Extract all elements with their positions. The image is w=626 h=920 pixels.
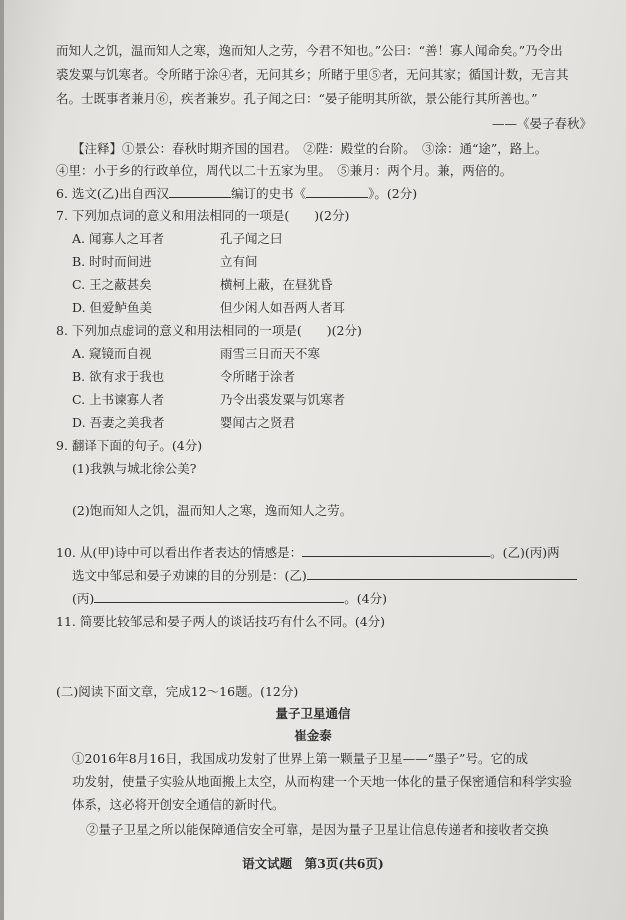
passage-line-1: 而知人之饥，温而知人之寒，逸而知人之劳，今君不知也。”公曰：“善！寡人闻命矣。”乃令出 (56, 43, 563, 58)
q8-option-a-right: 雨雪三日而天不寒 (220, 346, 321, 361)
passage-line-2: 裘发粟与饥寒者。令所睹于涂④者，无问其乡；所睹于里⑤者，无问其家；循国计数，无言其 (56, 67, 569, 82)
q9-sentence-2: (2)饱而知人之饥，温而知人之寒，逸而知人之劳。 (72, 503, 353, 518)
article-p1-line-2: 功发射，使量子实验从地面搬上太空，从而构建一个天地一体化的量子保密通信和科学实验 (72, 774, 573, 789)
q10-blank-bing[interactable] (94, 590, 344, 603)
passage-line-3: 名。士既事者兼月⑥，疾者兼岁。孔子闻之曰：“晏子能明其所欲，景公能行其所善也。” (56, 91, 538, 106)
q8-option-c-left: C. 上书谏寡人者 (72, 392, 165, 407)
article-title: 量子卫星通信 (275, 706, 351, 721)
article-p1-line-1: ①2016年8月16日，我国成功发射了世界上第一颗量子卫星——“墨子”号。它的成 (72, 751, 528, 766)
q10-line3-text: (丙) (72, 591, 95, 606)
q7-option-d-right: 但少闲人如吾两人者耳 (220, 300, 346, 315)
article-author: 崔金泰 (294, 728, 332, 743)
notes-line-2: ④里：小于乡的行政单位，周代以二十五家为里。 ⑤兼月：两个月。兼，两倍的。 (56, 163, 513, 178)
q8-option-b-left: B. 欲有求于我也 (72, 369, 165, 384)
q10-line2-text: 选文中邹忌和晏子劝谏的目的分别是：(乙) (72, 568, 307, 583)
passage-source: ——《晏子春秋》 (491, 116, 592, 131)
q7-option-c-right: 横柯上蔽，在昼犹昏 (220, 277, 333, 292)
question-9-stem: 9. 翻译下面的句子。(4分) (56, 438, 203, 453)
q7-option-a-right: 孔子闻之曰 (220, 231, 283, 246)
page-edge-shadow (0, 0, 4, 920)
q10-pre: 10. 从(甲)诗中可以看出作者表达的情感是： (56, 545, 303, 560)
q7-option-a-left: A. 闻寡人之耳者 (72, 231, 164, 246)
q8-option-c-right: 乃令出裘发粟与饥寒者 (220, 392, 346, 407)
article-p1-line-3: 体系，这必将开创安全通信的新时代。 (72, 797, 285, 812)
q10-blank-yi[interactable] (307, 567, 577, 580)
question-6 (56, 185, 602, 203)
q6-post: 》。(2分) (368, 186, 418, 201)
question-10-line-3 (72, 590, 602, 608)
q8-option-a-left: A. 窥镜而自视 (72, 346, 152, 361)
q7-option-d-left: D. 但爱鲈鱼美 (72, 300, 153, 315)
section-2-heading: (二)阅读下面文章，完成12～16题。(12分) (56, 684, 299, 699)
question-7-stem: 7. 下列加点词的意义和用法相同的一项是( )(2分) (56, 208, 350, 223)
question-8-stem: 8. 下列加点虚词的意义和用法相同的一项是( )(2分) (56, 323, 362, 338)
q8-option-d-left: D. 吾妻之美我者 (72, 415, 165, 430)
q6-blank-book[interactable] (306, 185, 368, 198)
notes-line-1: 【注释】①景公：春秋时期齐国的国君。 ②陛：殿堂的台阶。 ③涂：通“途”，路上。 (72, 141, 548, 156)
q8-option-b-right: 令所睹于涂者 (220, 369, 296, 384)
q8-option-d-right: 婴闻古之贤君 (220, 415, 296, 430)
q6-pre: 6. 选文(乙)出自西汉 (56, 186, 170, 201)
question-10-line-1 (56, 544, 602, 562)
question-11: 11. 简要比较邹忌和晏子两人的谈话技巧有什么不同。(4分) (56, 614, 386, 629)
q10-line3-post: 。(4分) (344, 591, 387, 606)
q10-blank-emotion[interactable] (302, 544, 490, 557)
article-p2-line-1: ②量子卫星之所以能保障通信安全可靠，是因为量子卫星让信息传递者和接收者交换 (86, 822, 549, 837)
q7-option-b-right: 立有间 (220, 254, 258, 269)
question-10-line-2 (72, 567, 602, 585)
q6-mid: 编订的史书《 (231, 186, 307, 201)
q7-option-c-left: C. 王之蔽甚矣 (72, 277, 152, 292)
page-footer: 语文试题 第3页(共6页) (242, 856, 384, 871)
q9-sentence-1: (1)我孰与城北徐公美? (72, 461, 197, 476)
q6-blank-compiler[interactable] (169, 185, 231, 198)
q7-option-b-left: B. 时时而间进 (72, 254, 152, 269)
q10-post: 。(乙)(丙)两 (490, 545, 560, 560)
